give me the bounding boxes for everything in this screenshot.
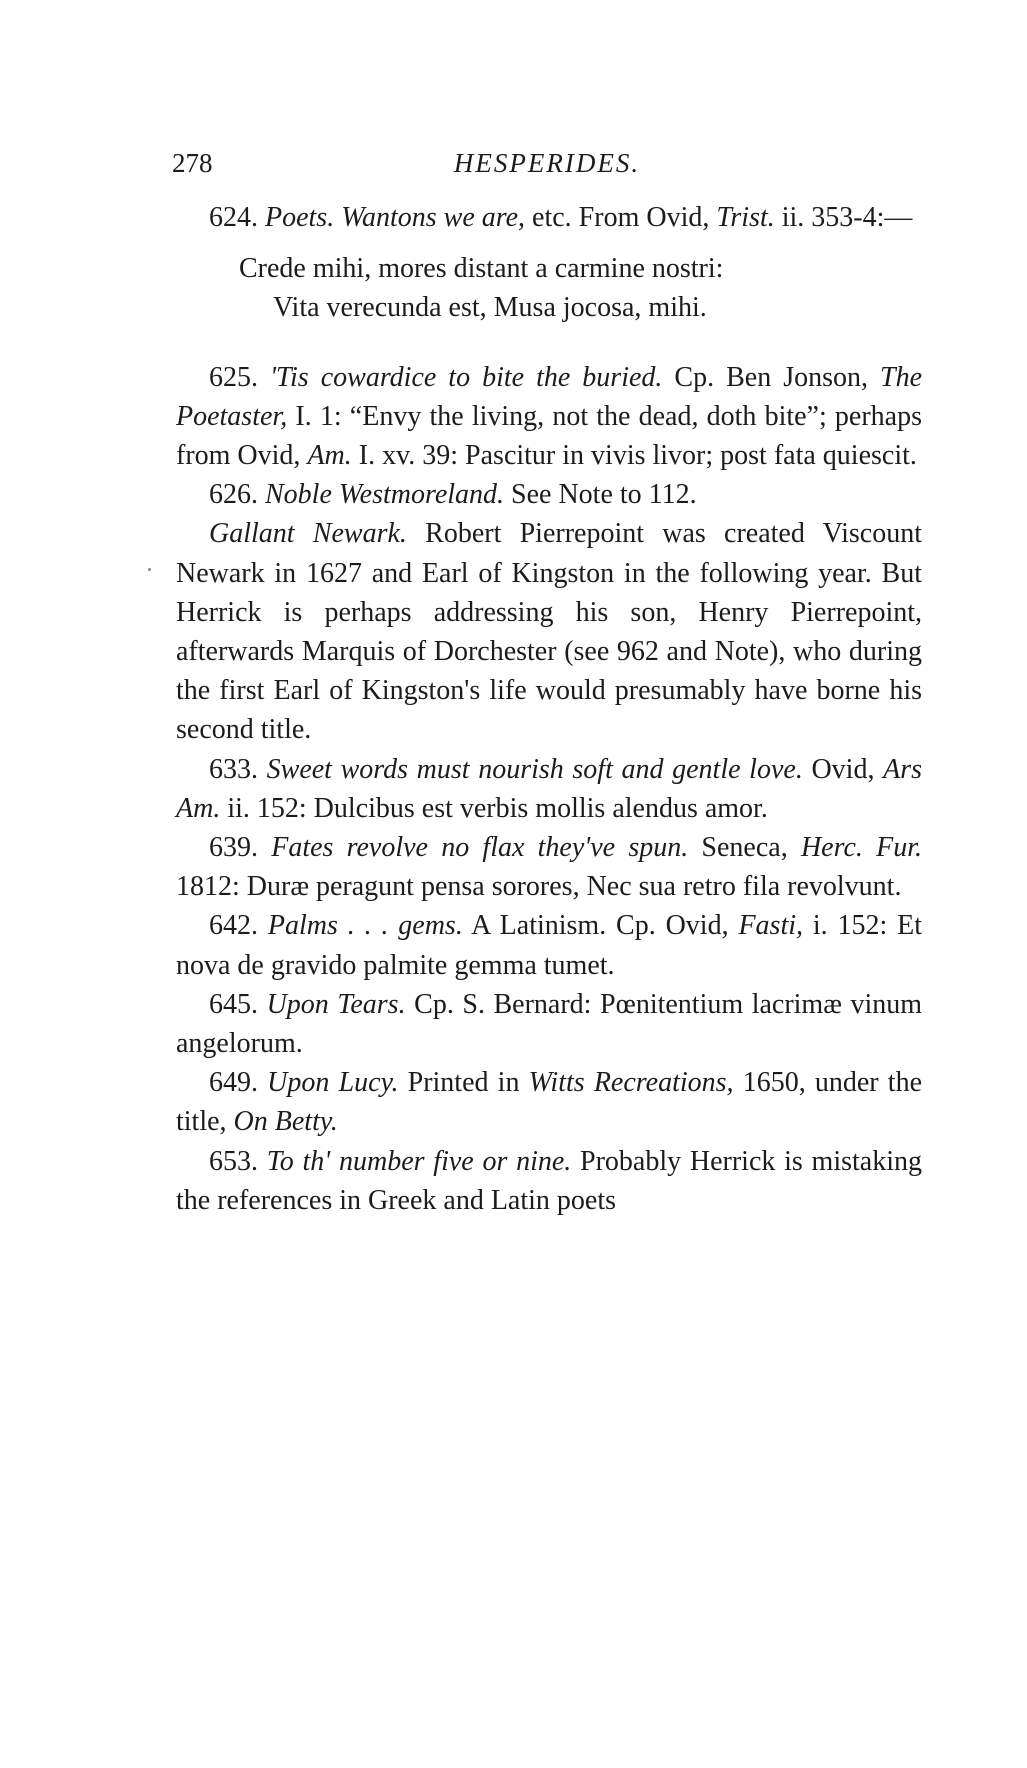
note-649: 649. Upon Lucy. Printed in Witts Recreations, 1650, under the title, On Betty.: [176, 1067, 923, 1138]
margin-speck: [148, 568, 151, 571]
running-title: HESPERIDES.: [453, 148, 641, 178]
note-642: 642. Palms . . . gems. A Latinism. Cp. Ovid, Fasti, i. 152: Et nova de gravido palmite gemma tumet.: [176, 910, 923, 981]
note-gallant-newark: Gallant Newark. Robert Pierrepoint was created Viscount Newark in 1627 and Earl of Kingston in the following year. But Herrick is perhaps addressing his son, Henry Pierrepoint, afterwards Marquis of Dorchester (see 962 and Note), who during the first Earl of Kingston's life would presumably have borne his second title.: [176, 518, 922, 746]
note-633: 633. Sweet words must nourish soft and gentle love. Ovid, Ars Am. ii. 152: Dulcibus est verbis mollis alendus amor.: [176, 753, 923, 824]
latin-quotation: [176, 249, 922, 327]
note-625: 625. 'Tis cowardice to bite the buried. Cp. Ben Jonson, The Poetaster, I. 1: “Envy the living, not the dead, doth bite”; perhaps from Ovid, Am. I. xv. 39: Pascitur in vivis livor; post fata quiescit.: [176, 361, 922, 472]
quote-line-2: Vita verecunda est, Musa jocosa, mihi.: [273, 292, 707, 324]
page-header: [172, 148, 922, 188]
note-639: 639. Fates revolve no flax they've spun. Seneca, Herc. Fur. 1812: Duræ peragunt pensa sorores, Nec sua retro fila revolvunt.: [176, 832, 922, 903]
note-626: 626. Noble Westmoreland. See Note to 112.: [209, 479, 697, 511]
note-645: 645. Upon Tears. Cp. S. Bernard: Pœnitentium lacrimæ vinum angelorum.: [176, 988, 923, 1060]
note-624: 624. Poets. Wantons we are, etc. From Ovid, Trist. ii. 353-4:—: [209, 202, 913, 233]
notes-body: [176, 198, 922, 1220]
page-number: 278: [172, 148, 213, 178]
quote-line-1: Crede mihi, mores distant a carmine nostri:: [239, 253, 724, 285]
note-653: 653. To th' number five or nine. Probably Herrick is mistaking the references in Greek and Latin poets: [176, 1145, 922, 1216]
